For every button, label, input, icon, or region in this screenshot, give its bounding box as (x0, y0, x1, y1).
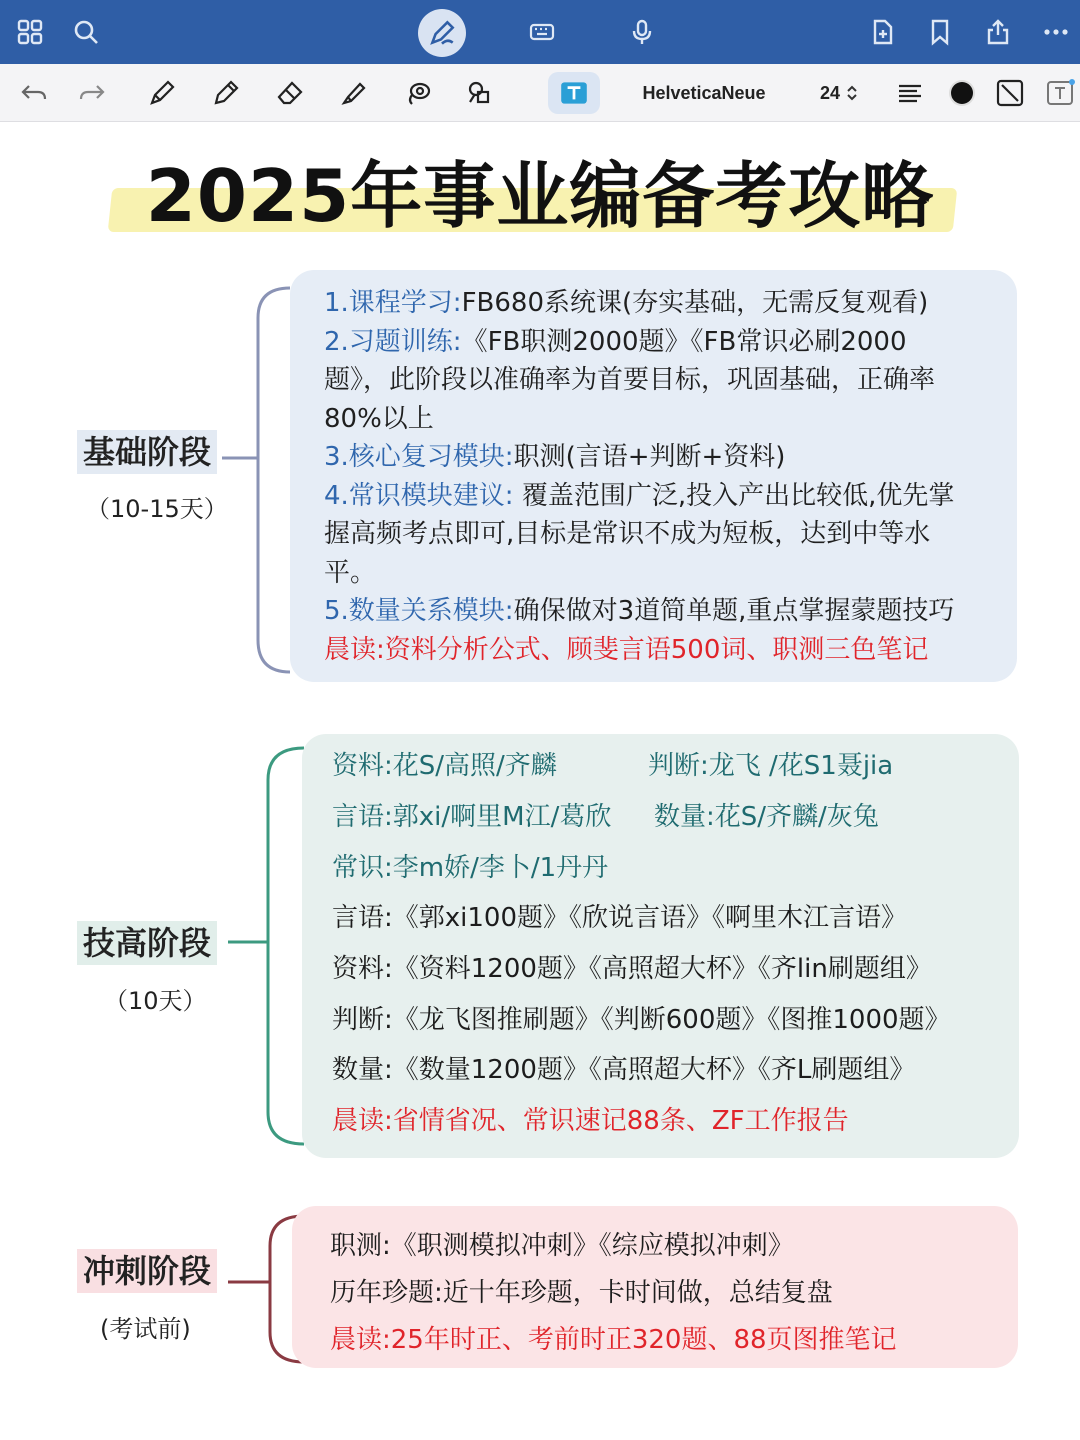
list-item: 1.课程学习:FB680系统课(夯实基础，无需反复观看) (324, 288, 929, 318)
list-item: 5.数量关系模块:确保做对3道简单题,重点掌握蒙题技巧 (324, 596, 955, 626)
stage-label-basic: 基础阶段 (77, 430, 217, 474)
font-size-value: 24 (819, 82, 841, 103)
teacher-row: 常识:李m娇/李卜/1丹丹 (332, 853, 609, 883)
basic-stage-box (290, 270, 1017, 682)
stage-label-sprint: 冲刺阶段 (77, 1249, 217, 1293)
morning-reading: 晨读:资料分析公式、顾斐言语500词、职测三色笔记 (324, 634, 929, 665)
stage-duration-sprint: (考试前) (100, 1315, 191, 1343)
teacher-row: 判断:龙飞 /花S1聂jia (648, 751, 894, 781)
stage-duration-advanced: （10天） (104, 987, 207, 1015)
teacher-row: 数量:花S/齐麟/灰兔 (654, 802, 879, 832)
list-item: 平。 (324, 557, 377, 588)
list-item: 3.核心复习模块:职测(言语+判断+资料) (324, 442, 786, 472)
page-title: 2025年事业编备考攻略 (145, 154, 935, 238)
advanced-stage-box (302, 734, 1019, 1158)
stage-duration-basic: （10-15天） (86, 495, 228, 523)
list-item: 职测:《职测模拟冲刺》《综应模拟冲刺》 (330, 1231, 794, 1261)
bracket-basic (258, 288, 290, 672)
morning-reading: 晨读:省情省况、常识速记88条、ZF工作报告 (332, 1106, 849, 1136)
sprint-stage-box (292, 1206, 1018, 1368)
teacher-row: 言语:郭xi/啊里M江/葛欣 (332, 802, 612, 832)
list-item: 题》，此阶段以准确率为首要目标，巩固基础，正确率 (324, 365, 936, 395)
list-item: 握高频考点即可,目标是常识不成为短板，达到中等水 (324, 519, 931, 549)
book-row: 言语:《郭xi100题》《欣说言语》《啊里木江言语》 (332, 903, 907, 933)
teacher-row: 资料:花S/高照/齐麟 (332, 751, 557, 781)
list-item: 4.常识模块建议: 覆盖范围广泛,投入产出比较低,优先掌 (324, 480, 955, 511)
list-item: 历年珍题:近十年珍题，卡时间做，总结复盘 (330, 1278, 833, 1308)
stage-label-advanced: 技高阶段 (77, 921, 217, 965)
font-name-selector[interactable]: HelveticaNeue (642, 82, 766, 103)
bracket-advanced (268, 748, 304, 1144)
morning-reading: 晨读:25年时正、考前时正320题、88页图推笔记 (330, 1325, 897, 1355)
book-row: 数量:《数量1200题》《高照超大杯》《齐L刷题组》 (332, 1055, 916, 1085)
book-row: 资料:《资料1200题》《高照超大杯》《齐lin刷题组》 (332, 954, 932, 984)
list-item: 80%以上 (324, 403, 434, 434)
list-item: 2.习题训练:《FB职测2000题》《FB常识必刷2000 (324, 326, 907, 357)
book-row: 判断:《龙飞图推刷题》《判断600题》《图推1000题》 (332, 1005, 951, 1035)
